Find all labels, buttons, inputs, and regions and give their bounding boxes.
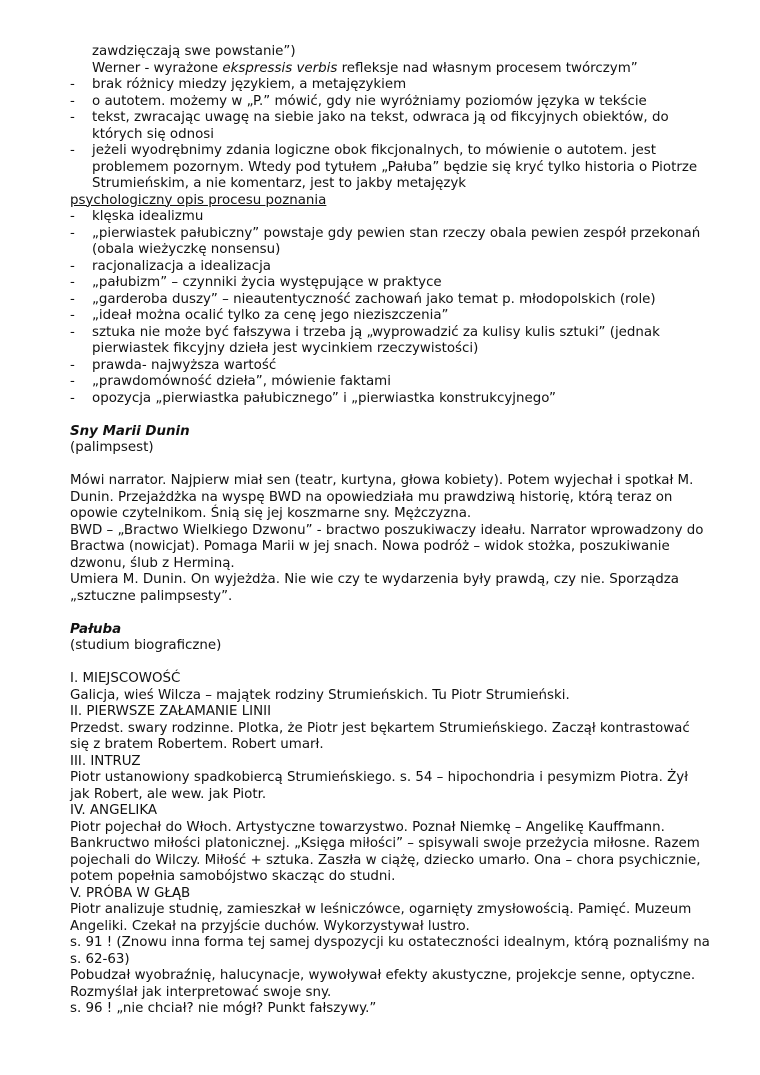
dash-bullet: - [70, 390, 75, 406]
list-item [70, 292, 710, 309]
chapter-heading: IV. ANGELIKA [70, 803, 158, 818]
list-item [70, 275, 710, 292]
spacer [70, 655, 710, 672]
bullet-list-autotematyzm [70, 77, 710, 193]
paragraph: Pobudzał wyobraźnię, halucynacje, wywoływał efekty akustyczne, projekcje senne, optyczne. Rozmyślał jak interpretować swoje sny. [70, 968, 696, 1000]
dash-bullet: - [70, 93, 75, 109]
chapter-heading: II. PIERWSZE ZAŁAMANIE LINII [70, 704, 272, 719]
list-item [70, 391, 710, 408]
list-item [70, 325, 710, 358]
bullet-list-poznanie [70, 209, 710, 407]
list-item [70, 143, 710, 193]
list-item-text: „pierwiastek pałubiczny” powstaje gdy pewien stan rzeczy obala pewien zespół przekonań (obala wieżyczkę nonsensu) [92, 225, 701, 257]
dash-bullet: - [70, 225, 75, 241]
list-item [70, 110, 710, 143]
paragraph: Umiera M. Dunin. On wyjeżdża. Nie wie czy te wydarzenia były prawdą, czy nie. Sporządza „sztuczne palimpsesty”. [70, 572, 679, 604]
section-title-sny: Sny Marii Dunin [70, 423, 190, 439]
paragraph: BWD – „Bractwo Wielkiego Dzwonu” - bractwo poszukiwaczy ideału. Narrator wprowadzony do Bractwa (nowicjat). Pomaga Marii w jej snach. Nowa podróż – widok stożka, poszukiwanie dzwonu, ślub z Herminą. [70, 522, 704, 571]
paragraph: Przedst. swary rodzinne. Plotka, że Piotr jest bękartem Strumieńskiego. Zaczął kontrastować się z bratem Robertem. Robert umarł. [70, 720, 690, 752]
list-item-text: racjonalizacja a idealizacja [92, 258, 271, 274]
list-item [70, 259, 710, 276]
list-item [70, 374, 710, 391]
list-item [70, 209, 710, 226]
paragraph: Piotr analizuje studnię, zamieszkał w leśniczówce, ogarnięty zmysłowością. Pamięć. Muzeum Angeliki. Czekał na przyjście duchów. Wykorzystywał lustro. [70, 902, 692, 934]
list-item [70, 308, 710, 325]
chapter-heading: I. MIEJSCOWOŚĆ [70, 671, 181, 686]
dash-bullet: - [70, 291, 75, 307]
list-item-text: „garderoba duszy” – nieautentyczność zachowań jako temat p. młodopolskich (role) [92, 291, 656, 307]
dash-bullet: - [70, 258, 75, 274]
paragraph: Piotr ustanowiony spadkobiercą Strumieńskiego. s. 54 – hipochondria i pesymizm Piotra. Żył jak Robert, ale wew. jak Piotr. [70, 770, 689, 802]
section-subtitle-paluba: (studium biograficzne) [70, 638, 222, 653]
list-item-text: „pałubizm” – czynniki życia występujące w praktyce [92, 275, 442, 290]
list-item [70, 77, 710, 94]
emphasis-text: ekspressis verbis [222, 60, 338, 76]
continuation-block [92, 44, 710, 77]
list-item-text: brak różnicy miedzy językiem, a metajęzykiem [92, 77, 407, 92]
dash-bullet: - [70, 324, 75, 340]
dash-bullet: - [70, 374, 75, 389]
list-item [70, 358, 710, 375]
list-item-text: jeżeli wyodrębnimy zdania logiczne obok fikcjonalnych, to mówienie o autotem. jest problemem pozornym. Wtedy pod tytułem „Pałuba” będzie się kryć tylko historia o Piotrze Strumieńskim, a nie komentarz, jest to jakby metajęzyk [92, 143, 698, 191]
list-item-text: „prawdomówność dzieła”, mówienie faktami [92, 374, 391, 389]
section-title-paluba: Pałuba [70, 621, 122, 637]
paragraph: s. 91 ! (Znowu inna forma tej samej dyspozycji ku ostateczności idealnym, którą poznaliśmy na s. 62-63) [70, 935, 710, 967]
dash-bullet: - [70, 110, 75, 125]
list-item-text: tekst, zwracając uwagę na siebie jako na tekst, odwraca ją od fikcyjnych obiektów, do których się odnosi [92, 110, 669, 142]
section-subtitle-sny: (palimpsest) [70, 440, 154, 455]
paragraph: Mówi narrator. Najpierw miał sen (teatr, kurtyna, głowa kobiety). Potem wyjechał i spotkał M. Dunin. Przejażdżka na wyspę BWD na opowiedziała mu prawdziwą historię, którą teraz on opowie czytelnikom. Śnią się jej koszmarne sny. Mężczyzna. [70, 473, 694, 521]
dash-bullet: - [70, 308, 75, 323]
spacer [70, 407, 710, 424]
list-item-text: „ideał można ocalić tylko za cenę jego nieziszczenia” [92, 308, 449, 323]
section-subtitle: psychologiczny opis procesu poznania [70, 192, 327, 208]
text-span: Werner - wyrażone [92, 60, 223, 76]
dash-bullet: - [70, 209, 75, 224]
list-item-text: sztuka nie może być fałszywa i trzeba ją „wyprowadzić za kulisy kulis sztuki” (jednak pierwiastek fikcyjny dzieła jest wycinkiem rzeczywistości) [92, 324, 660, 356]
text-line [92, 61, 710, 78]
paragraph: Galicja, wieś Wilcza – majątek rodziny Strumieńskich. Tu Piotr Strumieński. [70, 687, 570, 703]
dash-bullet: - [70, 357, 75, 373]
dash-bullet: - [70, 143, 75, 158]
list-item-text: klęska idealizmu [92, 209, 204, 224]
dash-bullet: - [70, 275, 75, 290]
dash-bullet: - [70, 77, 75, 92]
list-item-text: o autotem. możemy w „P.” mówić, gdy nie wyróżniamy poziomów języka w tekście [92, 93, 647, 109]
chapter-heading: III. INTRUZ [70, 753, 141, 769]
text-span: refleksje nad własnym procesem twórczym” [337, 60, 638, 76]
list-item-text: opozycja „pierwiastka pałubicznego” i „pierwiastka konstrukcyjnego” [92, 390, 556, 406]
list-item-text: prawda- najwyższa wartość [92, 357, 277, 373]
spacer [70, 605, 710, 622]
paragraph: Piotr pojechał do Włoch. Artystyczne towarzystwo. Poznał Niemkę – Angelikę Kauffmann. Bankructwo miłości platonicznej. „Księga miłości” – spisywali swoje przeżycia miłosne. Razem pojechali do Wilczy. Miłość + sztuka. Zaszła w ciążę, dziecko umarło. Ona – chora psychicznie, potem popełnia samobójstwo skacząc do studni. [70, 819, 701, 884]
chapter-heading: V. PRÓBA W GŁĄB [70, 885, 191, 901]
spacer [70, 457, 710, 474]
paragraph: s. 96 ! „nie chciał? nie mógł? Punkt fałszywy.” [70, 1001, 377, 1016]
document-page [70, 44, 710, 1018]
list-item [70, 226, 710, 259]
text-line: zawdzięczają swe powstanie”) [92, 44, 296, 59]
list-item [70, 94, 710, 111]
